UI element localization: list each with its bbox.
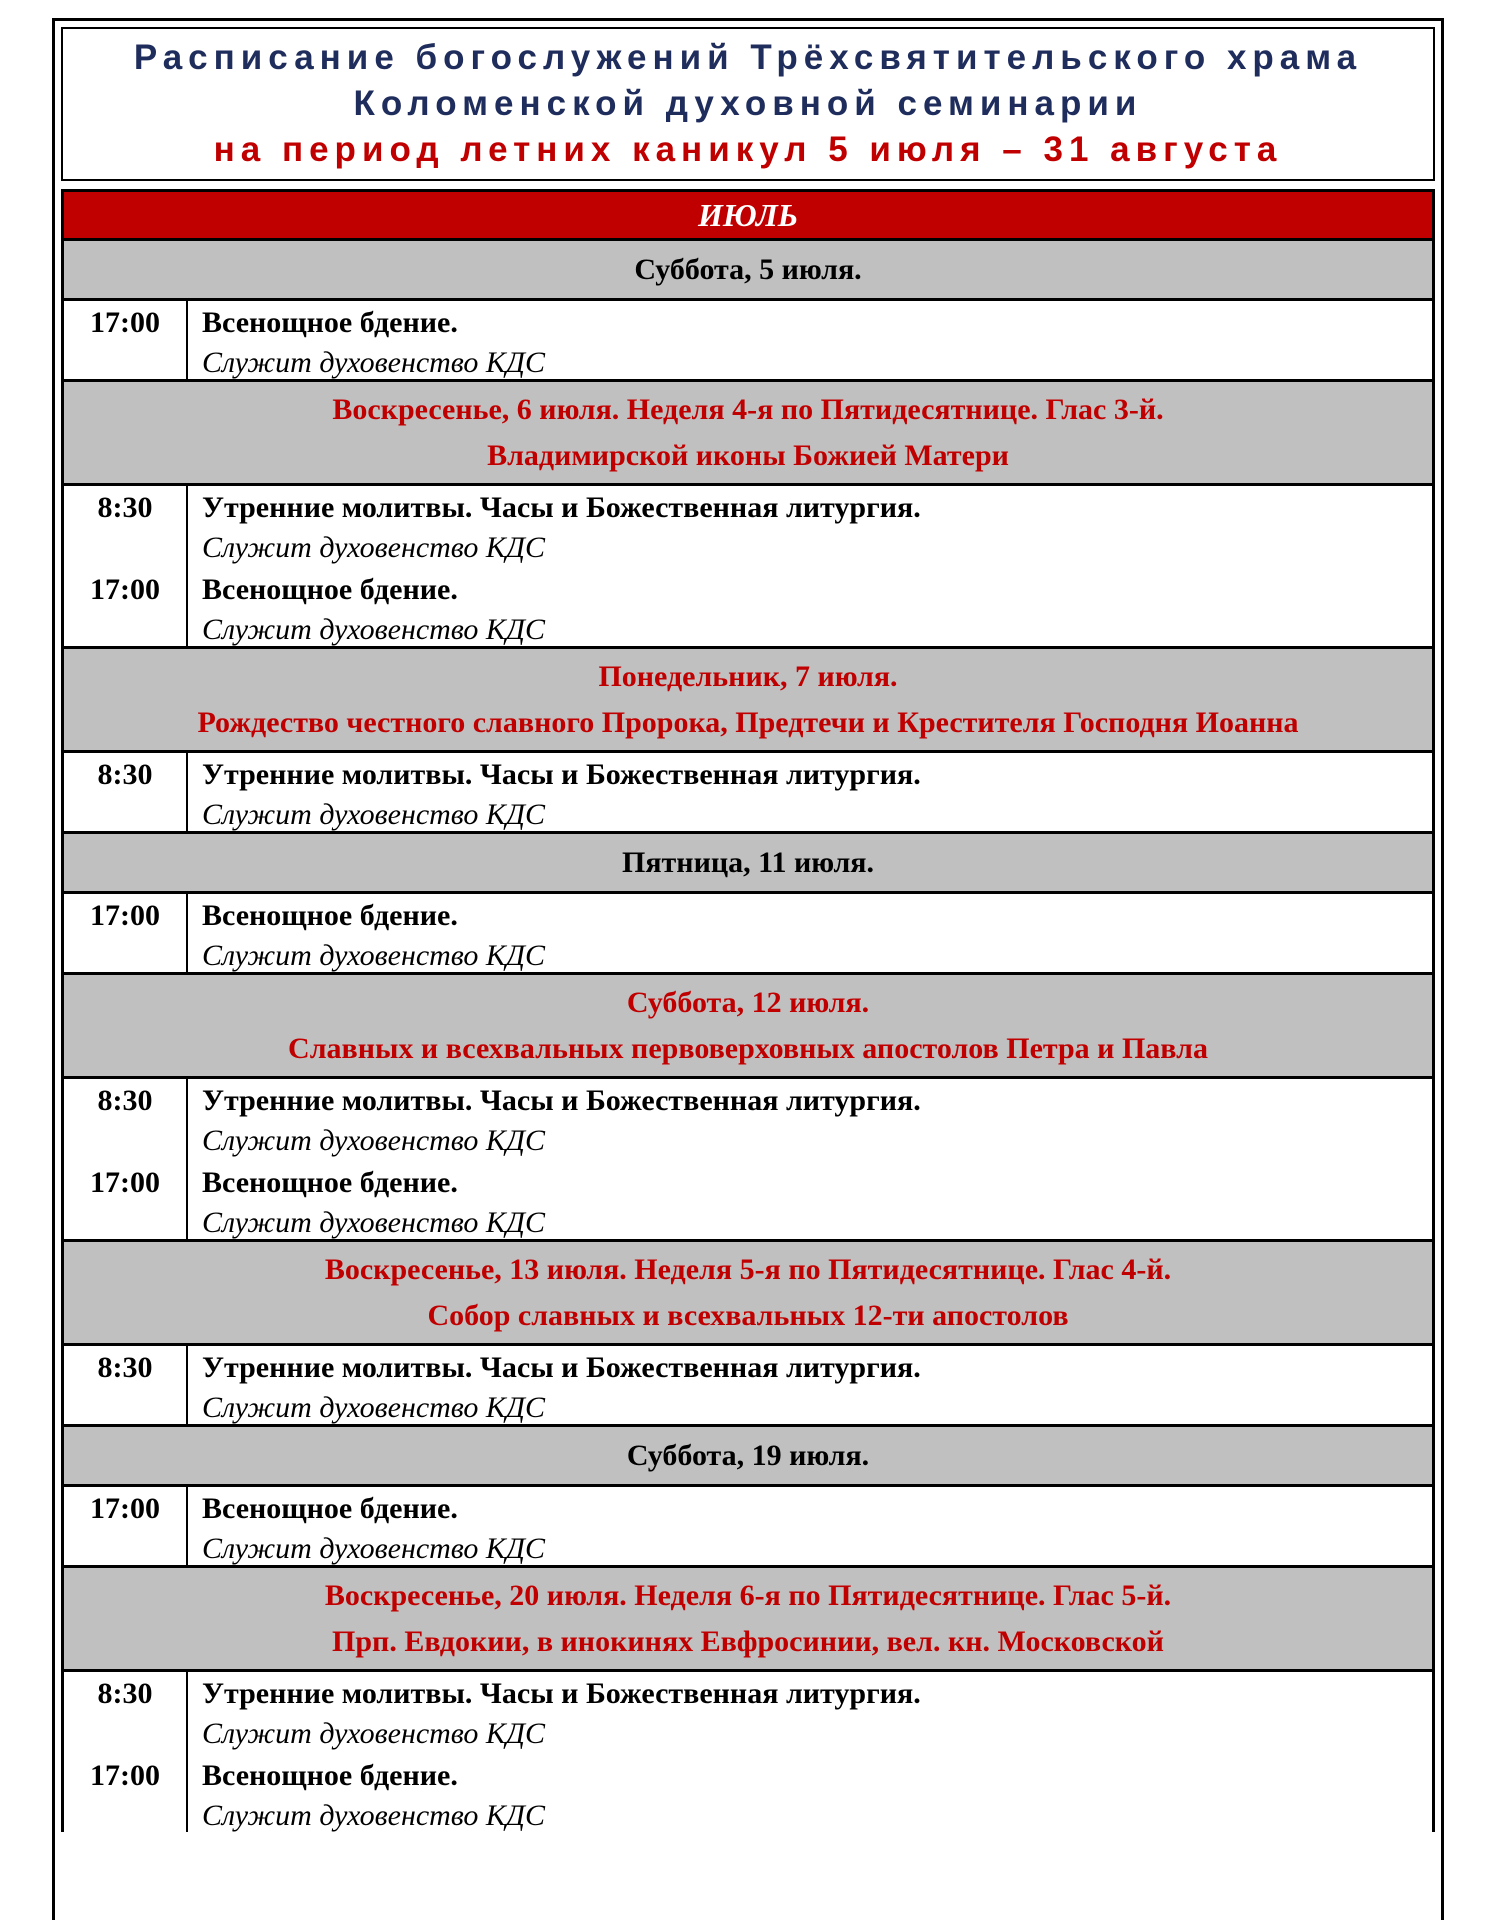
services-column xyxy=(188,486,1432,646)
times-column xyxy=(64,301,188,379)
day-heading-line: Суббота, 5 июля. xyxy=(634,252,862,286)
day-heading xyxy=(64,382,1432,486)
service-time: 17:00 xyxy=(90,1759,160,1792)
service-clergy: Служит духовенство КДС xyxy=(202,1799,545,1832)
service-block xyxy=(64,301,1432,382)
day-heading-line: Воскресенье, 20 июля. Неделя 6-я по Пятидесятнице. Глас 5-й. xyxy=(324,1578,1172,1612)
service-block xyxy=(64,1487,1432,1568)
service-entry xyxy=(202,568,1432,646)
service-clergy: Служит духовенство КДС xyxy=(202,798,545,831)
feast-name: Рождество честного славного Пророка, Предтечи и Крестителя Господня Иоанна xyxy=(197,705,1299,739)
service-entry xyxy=(202,486,1432,568)
feast-name: Собор славных и всехвальных 12-ти апостолов xyxy=(427,1298,1069,1332)
day-heading-line: Пятница, 11 июля. xyxy=(621,845,875,879)
service-entry xyxy=(202,301,1432,379)
service-time: 8:30 xyxy=(97,491,153,524)
times-column xyxy=(64,1346,188,1424)
service-time: 17:00 xyxy=(90,1166,160,1199)
service-title: Всенощное бдение. xyxy=(202,1492,458,1525)
day-heading xyxy=(64,649,1432,753)
day-heading-line: Понедельник, 7 июля. xyxy=(598,659,898,693)
services-column xyxy=(188,1079,1432,1239)
feast-name: Владимирской иконы Божией Матери xyxy=(487,438,1009,472)
service-entry xyxy=(202,753,1432,831)
day-heading xyxy=(64,975,1432,1079)
service-clergy: Служит духовенство КДС xyxy=(202,1532,545,1565)
times-column xyxy=(64,753,188,831)
times-column xyxy=(64,1672,188,1832)
month-heading: ИЮЛЬ xyxy=(64,189,1432,241)
service-title: Всенощное бдение. xyxy=(202,899,458,932)
service-block xyxy=(64,1346,1432,1427)
services-column xyxy=(188,1487,1432,1565)
service-clergy: Служит духовенство КДС xyxy=(202,1717,545,1750)
service-title: Всенощное бдение. xyxy=(202,306,458,339)
services-column xyxy=(188,1672,1432,1832)
service-title: Утренние молитвы. Часы и Божественная литургия. xyxy=(202,1677,921,1710)
service-time: 17:00 xyxy=(90,573,160,606)
schedule-page xyxy=(52,18,1444,1920)
services-column xyxy=(188,1346,1432,1424)
times-column xyxy=(64,486,188,646)
header-title-line-2: Коломенской духовной семинарии xyxy=(353,84,1143,123)
day-heading-line: Суббота, 19 июля. xyxy=(626,1438,870,1472)
service-time: 17:00 xyxy=(90,1492,160,1525)
feast-name: Славных и всехвальных первоверховных апостолов Петра и Павла xyxy=(288,1031,1208,1065)
times-column xyxy=(64,894,188,972)
service-title: Всенощное бдение. xyxy=(202,573,458,606)
feast-name: Прп. Евдокии, в инокинях Евфросинии, вел. кн. Московской xyxy=(332,1624,1164,1658)
service-entry xyxy=(202,1079,1432,1161)
times-column xyxy=(64,1079,188,1239)
day-heading xyxy=(64,1568,1432,1672)
service-clergy: Служит духовенство КДС xyxy=(202,1391,545,1424)
services-column xyxy=(188,301,1432,379)
service-entry xyxy=(202,1754,1432,1832)
service-block xyxy=(64,753,1432,834)
service-clergy: Служит духовенство КДС xyxy=(202,613,545,646)
service-time: 8:30 xyxy=(97,1084,153,1117)
header-period: на период летних каникул 5 июля – 31 августа xyxy=(213,130,1283,169)
service-entry xyxy=(202,1487,1432,1565)
services-column xyxy=(188,894,1432,972)
day-heading xyxy=(64,1427,1432,1487)
service-clergy: Служит духовенство КДС xyxy=(202,531,545,564)
service-title: Утренние молитвы. Часы и Божественная литургия. xyxy=(202,758,921,791)
service-title: Утренние молитвы. Часы и Божественная литургия. xyxy=(202,1351,921,1384)
day-heading-line: Воскресенье, 6 июля. Неделя 4-я по Пятидесятнице. Глас 3-й. xyxy=(332,392,1164,426)
day-heading xyxy=(64,241,1432,301)
service-entry xyxy=(202,894,1432,972)
times-column xyxy=(64,1487,188,1565)
schedule-header xyxy=(61,27,1435,181)
service-title: Всенощное бдение. xyxy=(202,1166,458,1199)
service-block xyxy=(64,1672,1432,1832)
day-heading-line: Суббота, 12 июля. xyxy=(626,985,870,1019)
service-time: 17:00 xyxy=(90,899,160,932)
service-entry xyxy=(202,1672,1432,1754)
service-entry xyxy=(202,1346,1432,1424)
schedule-table xyxy=(61,189,1435,1832)
day-heading xyxy=(64,1242,1432,1346)
service-block xyxy=(64,486,1432,649)
header-title-line-1: Расписание богослужений Трёхсвятительского храма xyxy=(133,38,1363,77)
service-time: 8:30 xyxy=(97,758,153,791)
service-time: 17:00 xyxy=(90,306,160,339)
service-clergy: Служит духовенство КДС xyxy=(202,1206,545,1239)
service-title: Всенощное бдение. xyxy=(202,1759,458,1792)
service-clergy: Служит духовенство КДС xyxy=(202,1124,545,1157)
service-entry xyxy=(202,1161,1432,1239)
service-time: 8:30 xyxy=(97,1677,153,1710)
day-heading-line: Воскресенье, 13 июля. Неделя 5-я по Пятидесятнице. Глас 4-й. xyxy=(324,1252,1172,1286)
service-block xyxy=(64,1079,1432,1242)
service-time: 8:30 xyxy=(97,1351,153,1384)
service-clergy: Служит духовенство КДС xyxy=(202,939,545,972)
service-clergy: Служит духовенство КДС xyxy=(202,346,545,379)
day-heading xyxy=(64,834,1432,894)
service-title: Утренние молитвы. Часы и Божественная литургия. xyxy=(202,491,921,524)
services-column xyxy=(188,753,1432,831)
service-title: Утренние молитвы. Часы и Божественная литургия. xyxy=(202,1084,921,1117)
service-block xyxy=(64,894,1432,975)
